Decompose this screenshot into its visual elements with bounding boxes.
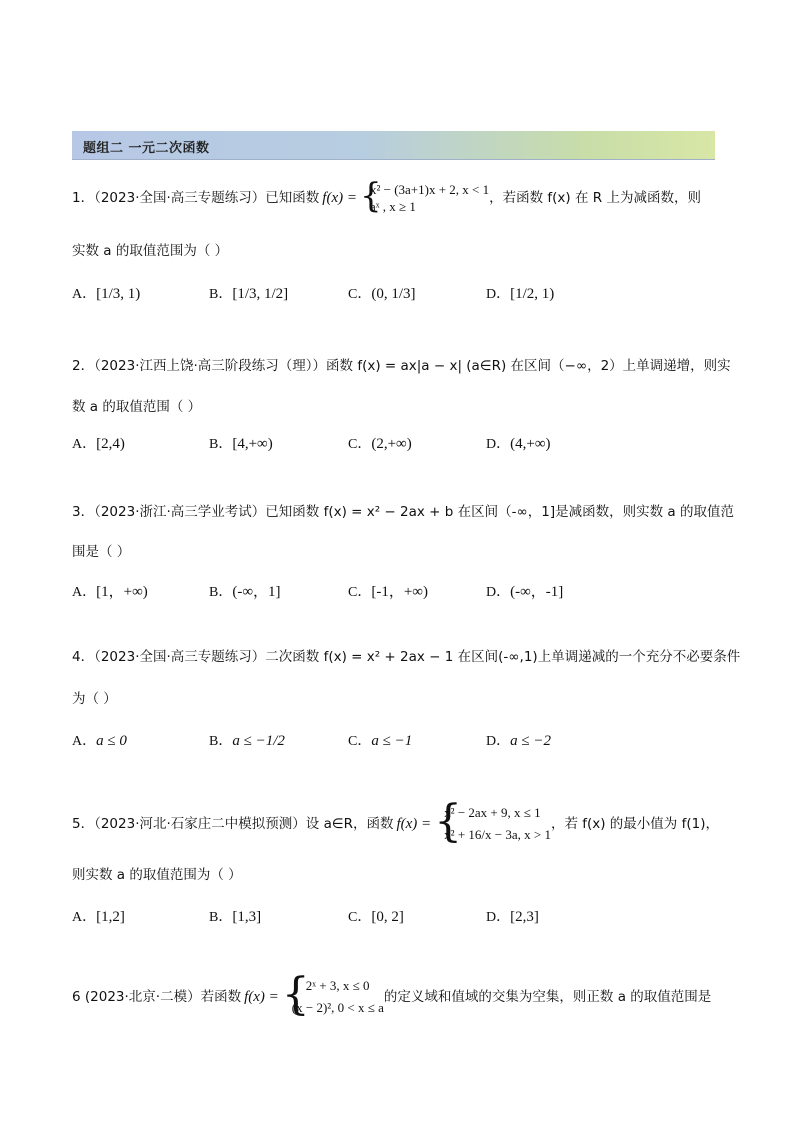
q1-function-name: f(x) = [322,190,357,206]
q1-option-b[interactable] [209,283,288,303]
question-2 [72,356,731,376]
q3-option-a-label: A． [72,585,97,600]
q6-piecewise: { 2ˣ + 3, x ≤ 0 (x − 2)², 0 < x ≤ a [281,969,384,1020]
q3-option-b-text: (-∞，1] [232,584,281,600]
q3-option-a-text: [1，+∞) [96,584,148,600]
q1-option-b-text: [1/3, 1/2] [232,286,289,302]
q1-option-a-text: [1/3, 1) [96,286,141,302]
q3-option-c[interactable] [348,580,428,601]
q5-option-a-label: A． [72,910,97,925]
q1-prefix: 1．（2023·全国·高三专题练习）已知函数 [72,190,320,206]
q2-option-c-text: (2,+∞) [371,436,412,452]
q3-option-d-label: D． [486,585,511,600]
section-banner [72,131,715,160]
q5-option-d-label: D． [486,910,511,925]
q5-option-c[interactable] [348,906,404,926]
q3-option-a[interactable] [72,580,148,601]
q5-option-a[interactable] [72,906,125,926]
q2-line2-text: 数 a 的取值范围（ ） [72,399,202,415]
q2-option-c-label: C． [348,437,372,452]
q1-suffix: ，若函数 f(x) 在 R 上为减函数，则 [489,190,701,206]
q5-piece-2: x² + 16/x − 3a, x > 1 [444,827,551,842]
q1-line2-text: 实数 a 的取值范围为（ ） [72,243,229,259]
q5-line2 [72,865,242,885]
q3-option-b[interactable] [209,580,281,601]
q6-suffix: 的定义域和值域的交集为空集，则正数 a 的取值范围是 [383,989,712,1005]
q3-line2-text: 围是（ ） [72,544,131,560]
q1-option-b-label: B． [209,287,233,302]
q5-piecewise: { x² − 2ax + 9, x ≤ 1 x² + 16/x − 3a, x > 1 [434,796,551,847]
q4-option-d[interactable] [486,730,551,750]
q6-piece-1: 2ˣ + 3, x ≤ 0 [305,978,370,993]
q2-option-b-text: [4,+∞) [232,436,273,452]
q3-line1: 3．（2023·浙江·高三学业考试）已知函数 f(x) = x² − 2ax + b 在区间（-∞，1]是减函数，则实数 a 的取值范 [72,504,734,520]
q5-option-b[interactable] [209,906,261,926]
q3-line2 [72,542,130,562]
q5-option-a-text: [1,2] [96,909,125,925]
q4-line2 [72,689,117,709]
q1-option-a[interactable] [72,283,140,303]
q2-option-d-label: D． [486,437,511,452]
q2-line2 [72,397,201,417]
q4-option-d-text: a ≤ −2 [510,733,551,749]
q5-suffix: ，若 f(x) 的最小值为 f(1)， [550,816,719,832]
q2-line1: 2．（2023·江西上饶·高三阶段练习（理））函数 f(x) = ax|a − x| (a∈R) 在区间（−∞，2）上单调递增，则实 [72,358,731,374]
q3-option-b-label: B． [209,585,233,600]
question-1 [72,176,701,220]
q2-option-a-text: [2,4) [96,436,125,452]
q4-option-b[interactable] [209,730,285,750]
q6-function-name: f(x) = [244,989,279,1005]
q1-piece-1: x² − (3a+1)x + 2, x < 1 [369,182,490,197]
q4-option-b-text: a ≤ −1/2 [232,733,285,749]
section-title: 题组二 一元二次函数 [83,141,210,156]
q6-piece-2: (x − 2)², 0 < x ≤ a [291,1000,384,1015]
q1-option-d[interactable] [486,283,554,303]
q5-line2-text: 则实数 a 的取值范围为（ ） [72,867,242,883]
q2-option-d-text: (4,+∞) [510,436,551,452]
q1-option-a-label: A． [72,287,97,302]
q5-option-c-text: [0, 2] [371,909,404,925]
q4-option-a-label: A． [72,734,97,749]
q1-piece-2: aˣ , x ≥ 1 [369,199,416,214]
q3-option-c-label: C． [348,585,372,600]
q4-option-c-label: C． [348,734,372,749]
question-6 [72,968,711,1026]
q3-option-d[interactable] [486,580,563,601]
q5-piece-1: x² − 2ax + 9, x ≤ 1 [444,805,541,820]
q5-option-d[interactable] [486,906,539,926]
q5-function-name: f(x) = [396,816,432,832]
question-5 [72,796,719,852]
q5-option-b-label: B． [209,910,233,925]
q3-option-d-text: (-∞，-1] [510,584,564,600]
question-3 [72,502,734,522]
q4-option-c-text: a ≤ −1 [371,733,413,749]
q5-option-b-text: [1,3] [232,909,262,925]
q2-option-b-label: B． [209,437,233,452]
q1-option-d-label: D． [486,287,511,302]
q4-option-b-label: B． [209,734,233,749]
q4-option-a-text: a ≤ 0 [96,733,127,749]
q3-option-c-text: [-1，+∞) [371,584,428,600]
q1-piecewise: { x² − (3a+1)x + 2, x < 1 aˣ , x ≥ 1 [359,176,490,216]
q2-option-b[interactable] [209,433,273,453]
q4-line2-text: 为（ ） [72,691,117,707]
q5-prefix: 5．（2023·河北·石家庄二中模拟预测）设 a∈R，函数 [72,816,394,832]
q1-option-d-text: [1/2, 1) [510,286,555,302]
q2-option-c[interactable] [348,433,412,453]
q6-prefix: 6 (2023·北京·二模）若函数 [72,989,242,1005]
q2-option-a[interactable] [72,433,125,453]
q2-option-a-label: A． [72,437,97,452]
q4-option-a[interactable] [72,730,127,750]
q1-line2 [72,241,228,261]
q4-option-c[interactable] [348,730,412,750]
q2-option-d[interactable] [486,433,551,453]
q4-line1: 4．（2023·全国·高三专题练习）二次函数 f(x) = x² + 2ax − 1 在区间(-∞,1)上单调递减的一个充分不必要条件 [72,649,741,665]
q5-option-d-text: [2,3] [510,909,539,925]
q4-option-d-label: D． [486,734,511,749]
question-4 [72,647,740,667]
q1-option-c[interactable] [348,283,416,303]
q5-option-c-label: C． [348,910,372,925]
q1-option-c-label: C． [348,287,372,302]
q1-option-c-text: (0, 1/3] [371,286,416,302]
